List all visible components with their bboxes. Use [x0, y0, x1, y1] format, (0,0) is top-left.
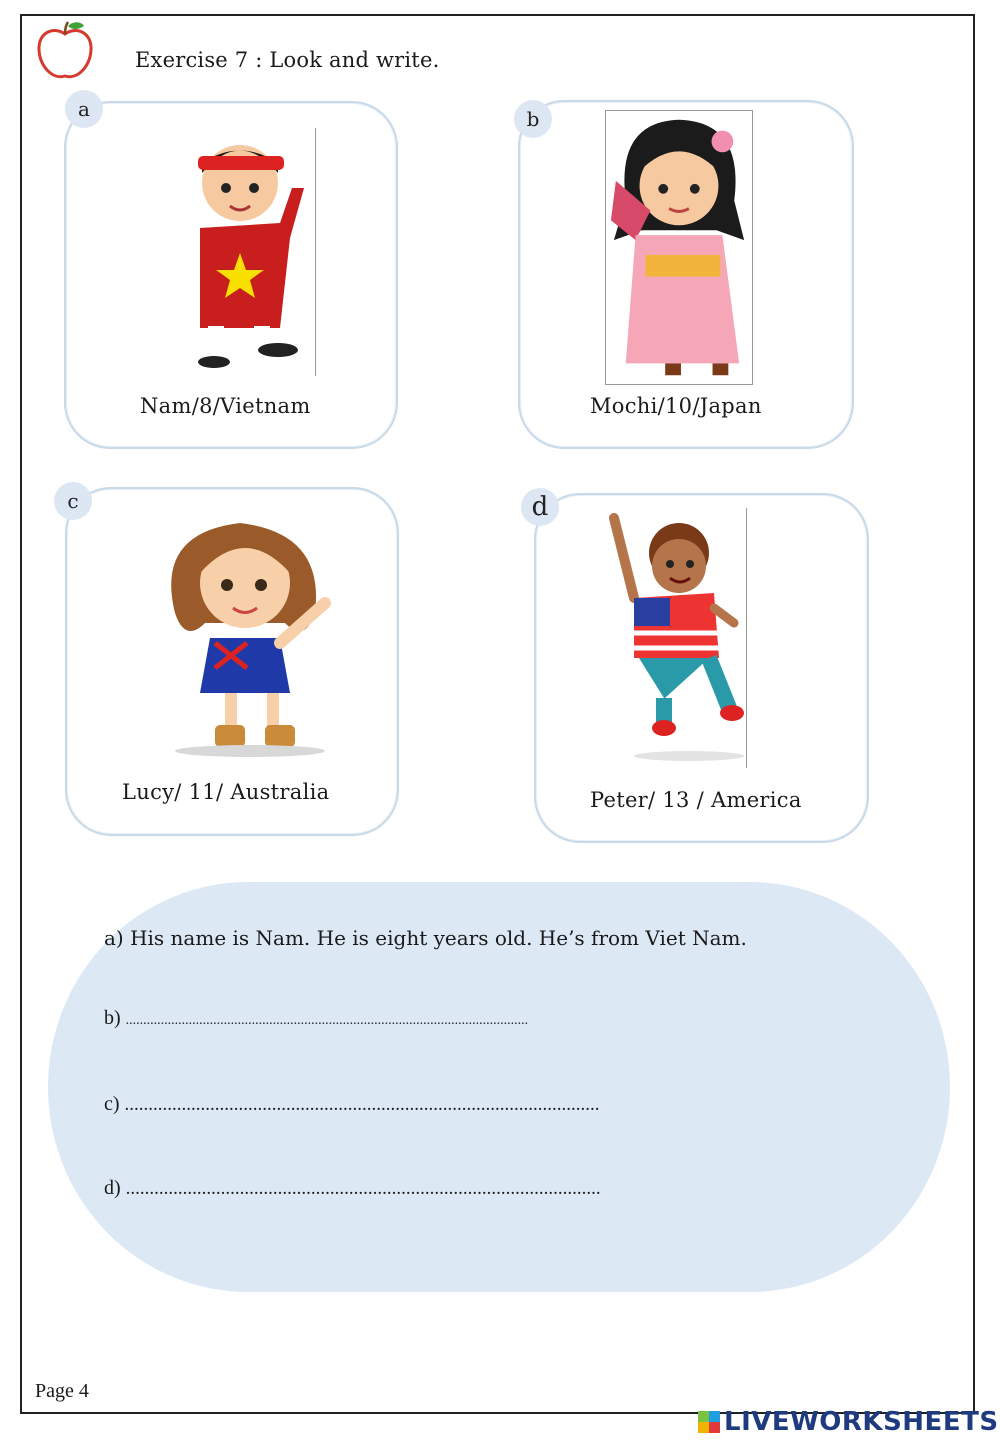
- boy-america-picture: [604, 508, 747, 768]
- answer-line-c[interactable]: [104, 1093, 600, 1116]
- caption-c: Lucy/ 11/ Australia: [122, 780, 330, 804]
- page-number: Page 4: [35, 1380, 89, 1402]
- caption-b: Mochi/10/Japan: [590, 394, 762, 418]
- brand-name: LIVEWORKSHEETS: [724, 1407, 999, 1437]
- answer-d-dots[interactable]: ....................................................................................................: [125, 1178, 601, 1199]
- badge-c: c: [54, 482, 92, 520]
- girl-australia-picture: [155, 503, 335, 761]
- caption-d: Peter/ 13 / America: [590, 788, 802, 812]
- answer-a-text: a) His name is Nam. He is eight years old. He’s from Viet Nam.: [104, 926, 747, 950]
- answer-c-label: c): [104, 1093, 120, 1115]
- answer-b-label: b): [104, 1007, 121, 1029]
- badge-b: b: [514, 100, 552, 138]
- badge-d: d: [521, 488, 559, 526]
- answer-line-b[interactable]: [104, 1007, 528, 1030]
- exercise-title: Exercise 7 : Look and write.: [135, 48, 440, 72]
- liveworksheets-logo: [698, 1405, 999, 1439]
- apple-icon: [34, 20, 96, 84]
- girl-japan-picture: [605, 110, 753, 385]
- liveworksheets-logo-icon: [698, 1411, 720, 1433]
- badge-a: a: [65, 90, 103, 128]
- answer-d-label: d): [104, 1177, 121, 1199]
- answer-line-d[interactable]: [104, 1177, 601, 1200]
- caption-a: Nam/8/Vietnam: [140, 394, 311, 418]
- answer-b-dots[interactable]: ...................................................................................................................: [125, 1013, 529, 1028]
- answer-line-a: [104, 926, 747, 951]
- answer-c-dots[interactable]: ....................................................................................................: [124, 1094, 600, 1115]
- boy-vietnam-picture: [180, 128, 316, 376]
